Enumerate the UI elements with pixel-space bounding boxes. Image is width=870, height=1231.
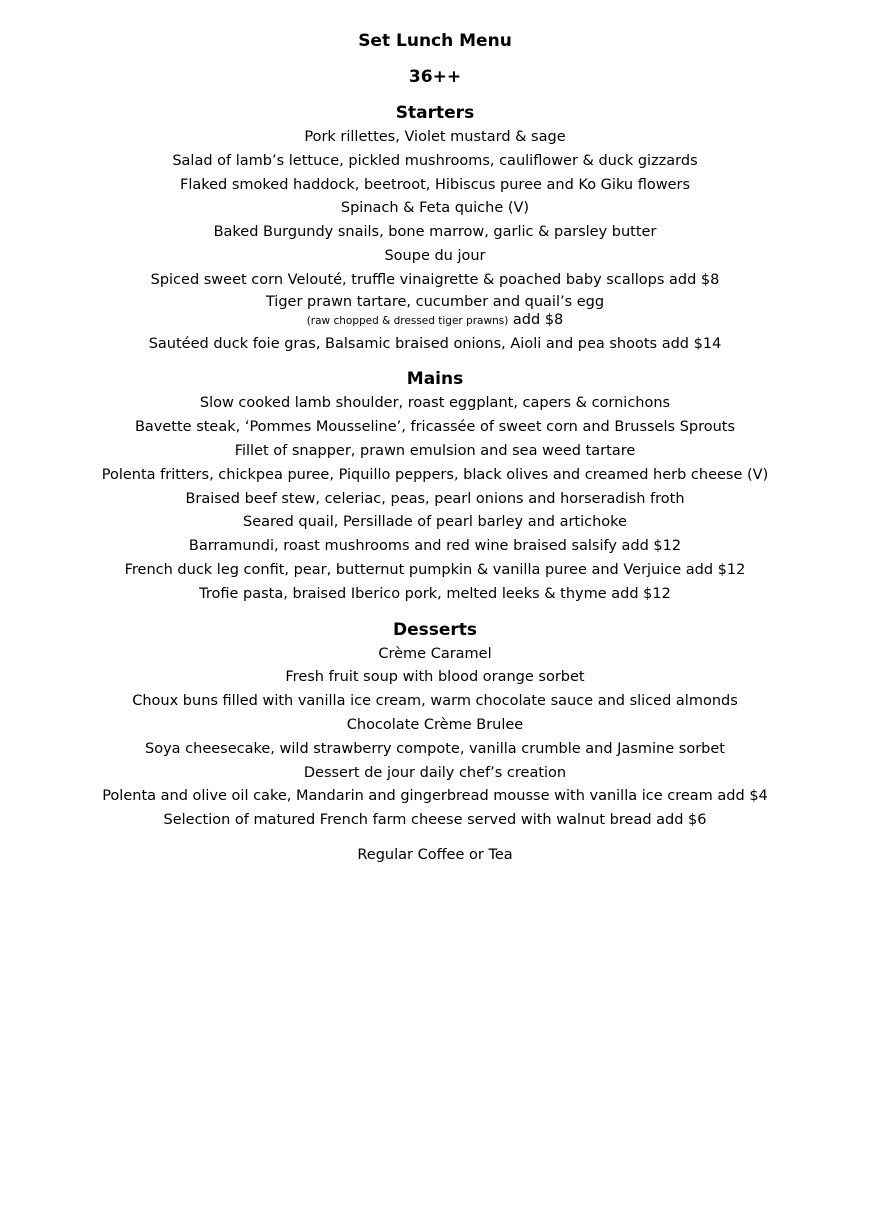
section-heading-desserts: Desserts	[392, 619, 478, 640]
menu-item: Sautéed duck foie gras, Balsamic braised onions, Aioli and pea shoots add $14	[148, 335, 722, 352]
menu-item: Seared quail, Persillade of pearl barley and artichoke	[243, 514, 627, 531]
menu-item: Fresh fruit soup with blood orange sorbet	[285, 669, 585, 686]
menu-item: Trofie pasta, braised Iberico pork, melted leeks & thyme add $12	[199, 585, 671, 602]
menu-item: Crème Caramel	[378, 645, 492, 662]
section-heading-mains: Mains	[406, 369, 464, 390]
menu-item: Soupe du jour	[384, 247, 486, 264]
menu-item: Choux buns filled with vanilla ice cream, warm chocolate sauce and sliced almonds	[132, 693, 738, 710]
menu-item: Pork rillettes, Violet mustard & sage	[304, 129, 566, 145]
menu-item: Barramundi, roast mushrooms and red wine braised salsify add $12	[188, 538, 682, 555]
tiger-prawn-note: (raw chopped & dressed tiger prawns)	[306, 314, 509, 327]
menu-item-tiger-prawn	[0, 293, 870, 329]
tiger-prawn-line: Tiger prawn tartare, cucumber and quail’s egg	[265, 293, 605, 310]
menu-item: Soya cheesecake, wild strawberry compote, vanilla crumble and Jasmine sorbet	[145, 740, 725, 757]
menu-item: Polenta fritters, chickpea puree, Piquillo peppers, black olives and creamed herb cheese (V)	[101, 466, 769, 483]
menu-item: Flaked smoked haddock, beetroot, Hibiscus puree and Ko Giku flowers	[180, 176, 690, 193]
menu-item: Polenta and olive oil cake, Mandarin and gingerbread mousse with vanilla ice cream add $4	[102, 788, 768, 805]
menu-item: Fillet of snapper, prawn emulsion and sea weed tartare	[234, 442, 636, 459]
menu-price: 36++	[408, 67, 462, 87]
desserts-list	[0, 643, 870, 833]
mains-list	[0, 392, 870, 606]
menu-page	[0, 28, 870, 867]
menu-item: Spinach & Feta quiche (V)	[340, 200, 530, 217]
menu-item: Slow cooked lamb shoulder, roast eggplant, capers & cornichons	[199, 395, 671, 412]
menu-item: Bavette steak, ‘Pommes Mousseline’, fricassée of sweet corn and Brussels Sprouts	[134, 419, 736, 436]
tiger-prawn-supplement: add $8	[512, 311, 564, 328]
menu-item: Baked Burgundy snails, bone marrow, garlic & parsley butter	[213, 224, 657, 241]
section-heading-starters: Starters	[395, 103, 475, 123]
tiger-prawn-detail	[0, 311, 870, 329]
menu-item: Selection of matured French farm cheese served with walnut bread add $6	[163, 812, 707, 829]
menu-item: Spiced sweet corn Velouté, truffle vinaigrette & poached baby scallops add $8	[150, 271, 720, 288]
menu-item: Braised beef stew, celeriac, peas, pearl onions and horseradish froth	[185, 490, 685, 507]
menu-item: Dessert de jour daily chef’s creation	[303, 764, 567, 781]
starters-list	[0, 126, 870, 356]
menu-item: Chocolate Crème Brulee	[346, 716, 524, 733]
menu-item: Salad of lamb’s lettuce, pickled mushrooms, cauliflower & duck gizzards	[172, 152, 698, 169]
closing-line: Regular Coffee or Tea	[357, 846, 513, 863]
menu-title: Set Lunch Menu	[358, 31, 512, 51]
menu-item: French duck leg confit, pear, butternut pumpkin & vanilla puree and Verjuice add $12	[124, 561, 746, 578]
